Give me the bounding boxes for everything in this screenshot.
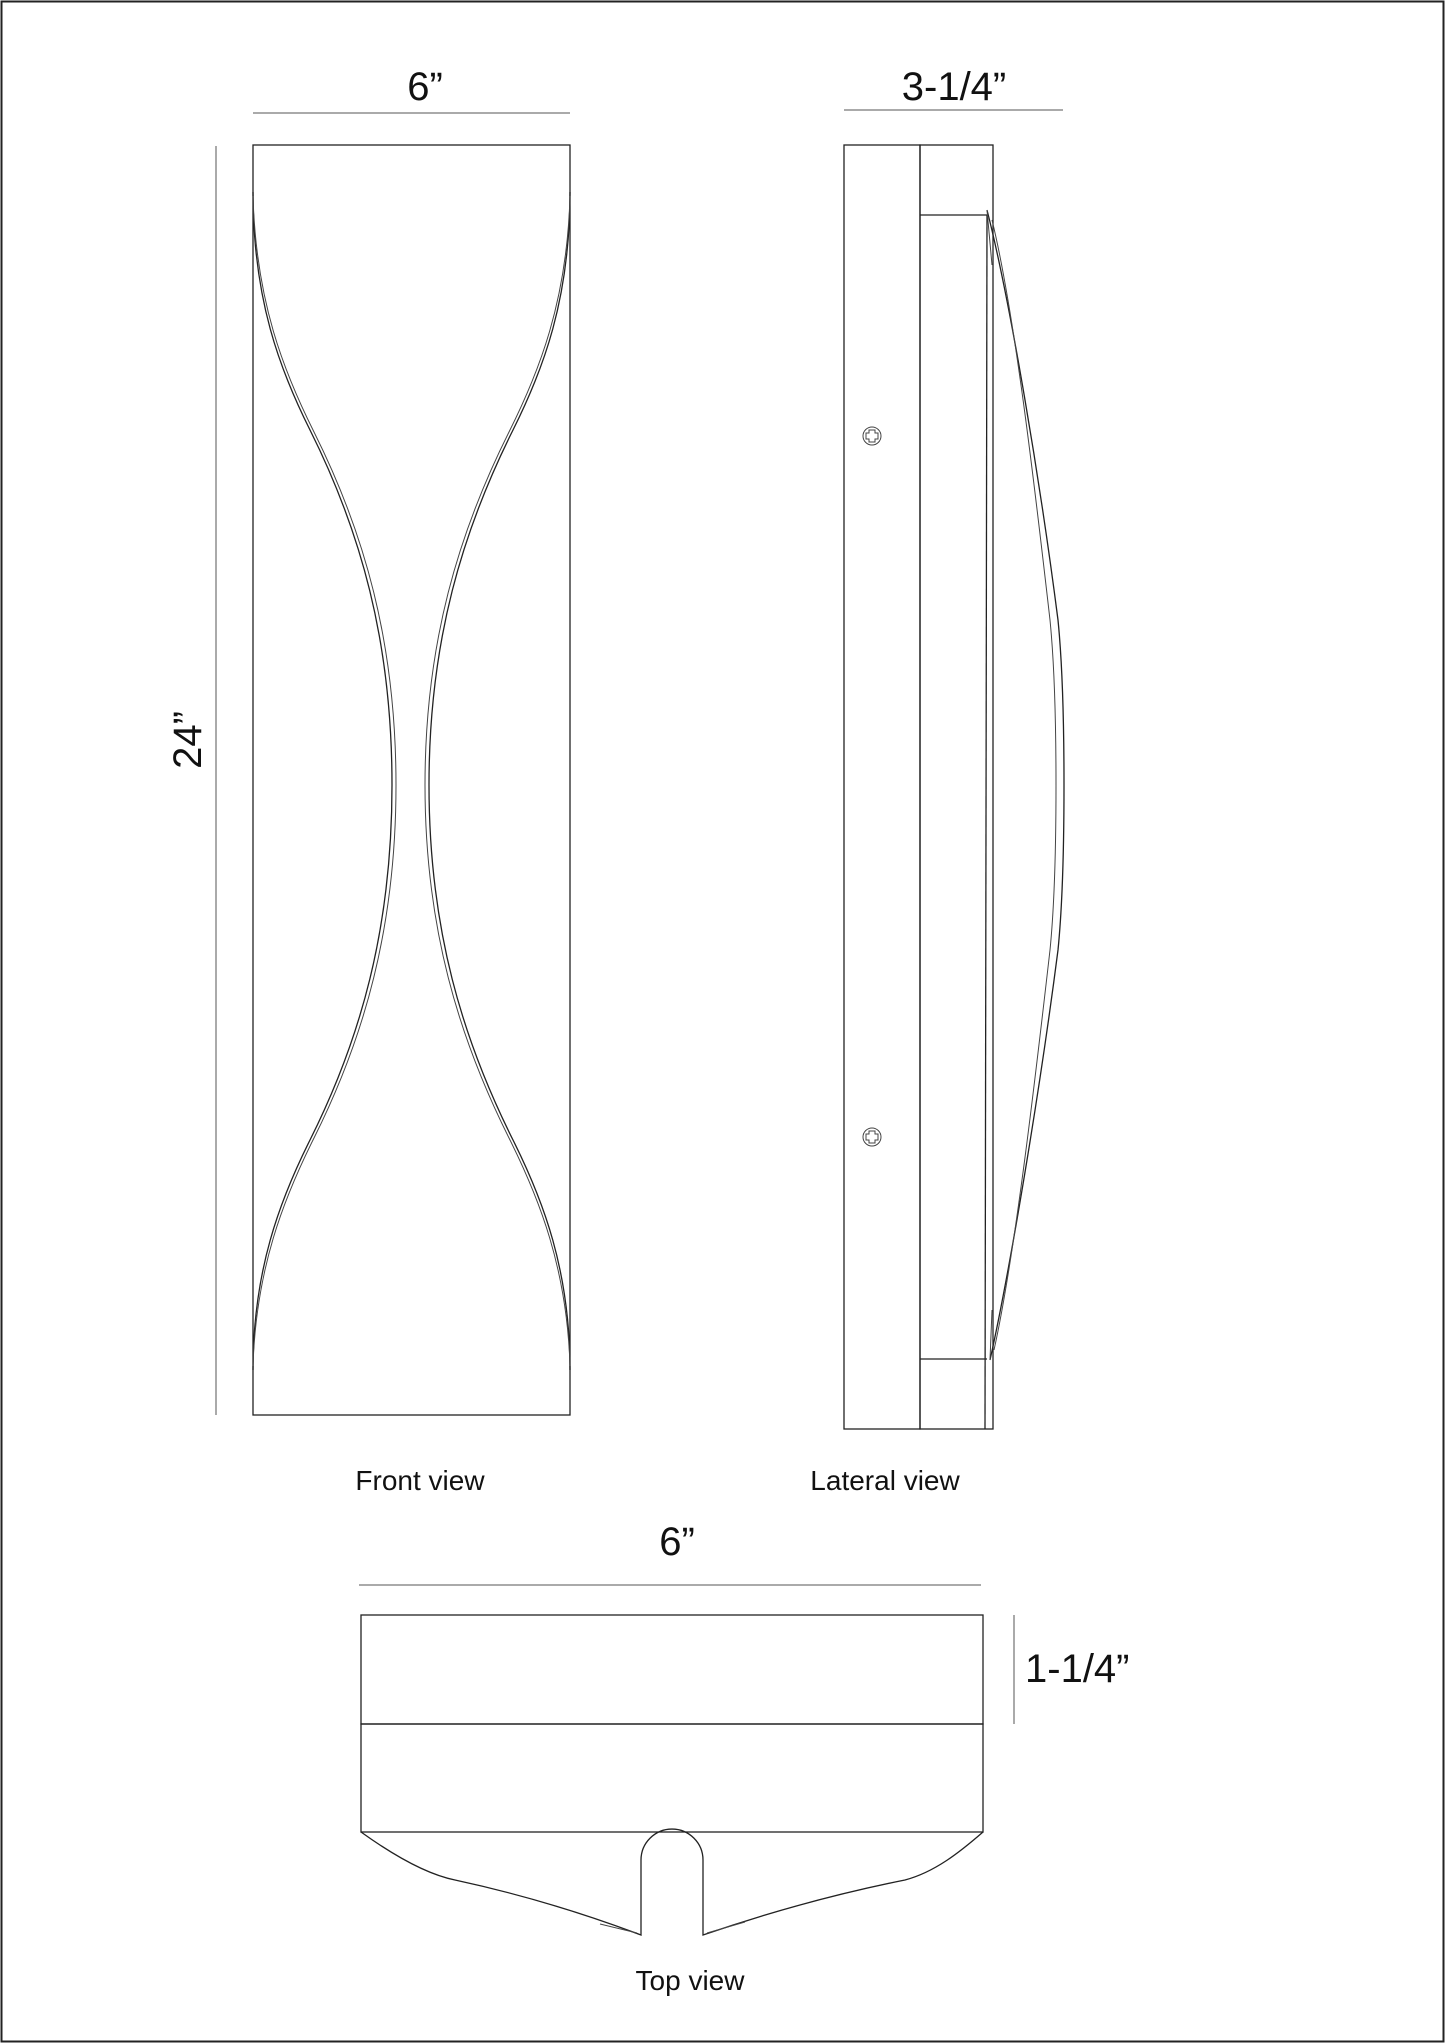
top-body — [361, 1724, 983, 1832]
top-width-label: 6” — [659, 1520, 695, 1564]
top-view-caption: Top view — [635, 1965, 745, 1996]
front-right-curve-outer — [429, 192, 570, 1370]
front-view — [166, 65, 570, 1496]
lateral-inner-edge — [985, 215, 987, 1429]
top-backplate-label: 1-1/4” — [1025, 1647, 1130, 1691]
lateral-backplate — [844, 145, 920, 1429]
front-left-curve-inner — [253, 196, 396, 1366]
page-border — [2, 2, 1444, 2042]
lateral-screw-bottom — [863, 1128, 881, 1146]
lateral-view-caption: Lateral view — [810, 1465, 960, 1496]
front-left-curve-outer — [253, 192, 392, 1370]
front-outline — [253, 145, 570, 1415]
front-height-label: 24” — [166, 711, 210, 769]
top-backplate — [361, 1615, 983, 1724]
top-diffuser-outline — [361, 1829, 983, 1935]
top-diffuser-inner-right — [707, 1922, 745, 1933]
lateral-body — [920, 145, 993, 1429]
top-view — [359, 1520, 1130, 1996]
lateral-view — [810, 65, 1064, 1496]
lateral-diffuser-outer — [987, 210, 1064, 1360]
lateral-screw-top — [863, 427, 881, 445]
front-right-curve-inner — [425, 196, 570, 1366]
top-diffuser-inner — [600, 1924, 637, 1933]
front-view-caption: Front view — [355, 1465, 485, 1496]
front-width-label: 6” — [407, 65, 443, 109]
lateral-depth-label: 3-1/4” — [901, 65, 1007, 109]
